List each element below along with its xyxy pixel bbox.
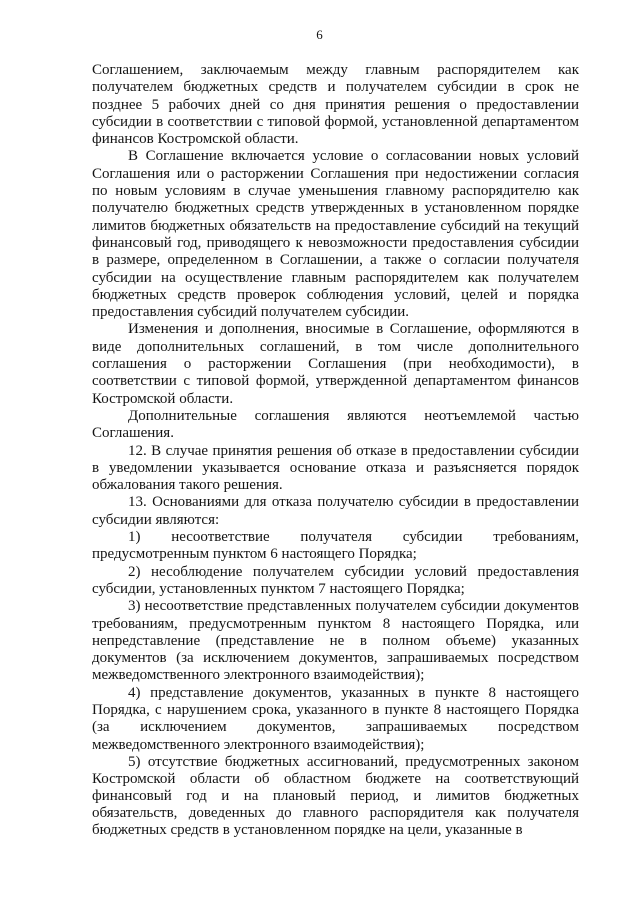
page-number: 6 <box>316 27 323 42</box>
paragraph-additional-agreements: Дополнительные соглашения являются неотъемлемой частью Соглашения. <box>92 407 579 442</box>
paragraph-agreement-conditions: В Соглашение включается условие о согласовании новых условий Соглашения или о расторжении Соглашения при недостижении согласия по новым условиям в случае уменьшения главному распорядителю как получателю бюджетных средств утвержденных в установленном порядке лимитов бюджетных обязательств на предоставление субсидий на текущий финансовый год, приводящего к невозможности предоставления субсидии в размере, определенном в Соглашении, а также о согласии получателя субсидии на осуществление главным распорядителем как получателем бюджетных средств проверок соблюдения условий, целей и порядка предоставления субсидий получателем субсидии. <box>92 148 579 321</box>
paragraph-clause-13: 13. Основаниями для отказа получателю субсидии в предоставлении субсидии являются: <box>92 494 579 528</box>
list-item-2: 2) несоблюдение получателем субсидии условий предоставления субсидии, установленных пунктом 7 настоящего Порядка; <box>92 563 579 597</box>
paragraph-clause-12: 12. В случае принятия решения об отказе в предоставлении субсидии в уведомлении указывается основание отказа и разъясняется порядок обжалования такого решения. <box>92 442 579 494</box>
list-item-5: 5) отсутствие бюджетных ассигнований, предусмотренных законом Костромской области об областном бюджете на соответствующий финансовый год и на плановый период, и лимитов бюджетных обязательств, доведенных до главного распорядителя как получателя бюджетных средств в установленном порядке на цели, указанные в <box>92 753 579 838</box>
paragraph-agreement-deadline: Соглашением, заключаемым между главным распорядителем как получателем бюджетных средств и получателем субсидии в срок не позднее 5 рабочих дней со дня принятия решения о предоставлении субсидии в соответствии с типовой формой, установленной департаментом финансов Костромской области. <box>92 62 579 148</box>
list-item-3: 3) несоответствие представленных получателем субсидии документов требованиям, предусмотренным пунктом 8 настоящего Порядка, или непредставление (представление не в полном объеме) указанных документов (за исключением документов, запрашиваемых посредством межведомственного электронного взаимодействия); <box>92 598 579 684</box>
list-item-1: 1) несоответствие получателя субсидии требованиям, предусмотренным пунктом 6 настоящего Порядка; <box>92 529 579 563</box>
document-body <box>92 62 579 839</box>
list-item-4: 4) представление документов, указанных в пункте 8 настоящего Порядка, с нарушением срока, указанного в пункте 8 настоящего Порядка (за исключением документов, запрашиваемых посредством межведомственного электронного взаимодействия); <box>92 684 579 753</box>
paragraph-amendments: Изменения и дополнения, вносимые в Соглашение, оформляются в виде дополнительных соглашений, в том числе дополнительного соглашения о расторжении Соглашения (при необходимости), в соответствии с типовой формой, утвержденной департаментом финансов Костромской области. <box>92 321 579 407</box>
